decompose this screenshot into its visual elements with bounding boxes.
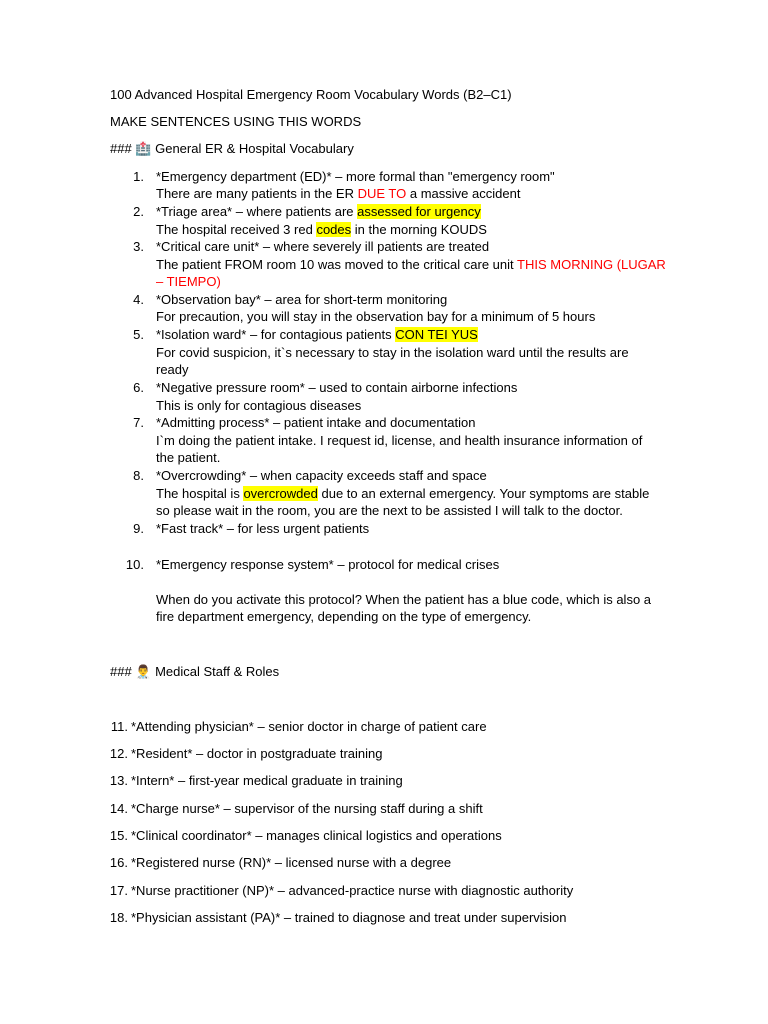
instruction-text: MAKE SENTENCES USING THIS WORDS [110,114,362,129]
item-number: 5. [133,327,144,342]
item-example-continued: so please wait in the room, you are the next to be assisted I will talk to the doctor. [156,503,623,518]
item-example: When do you activate this protocol? When the patient has a blue code, which is also a [156,592,652,607]
item-term: *Overcrowding* – when capacity exceeds staff and space [156,468,487,483]
list-item-number: 13. [109,773,128,788]
item-example: For precaution, you will stay in the observation bay for a minimum of 5 hours [156,309,596,324]
list-item: *Physician assistant (PA)* – trained to diagnose and treat under supervision [131,910,567,925]
list-item-number: 14. [109,801,128,816]
item-term: *Negative pressure room* – used to contain airborne infections [156,380,518,395]
item-example: The hospital received 3 red codes in the morning KOUDS [156,222,487,237]
list-item: *Intern* – first-year medical graduate in training [131,773,403,788]
item-term: *Emergency department (ED)* – more formal than "emergency room" [156,169,555,184]
list-item-number: 12. [109,746,128,761]
item-term: *Critical care unit* – where severely ill patients are treated [156,239,490,254]
list-item-number: 18. [109,910,128,925]
item-number: 10. [125,557,144,572]
item-example-continued: the patient. [156,450,221,465]
item-term: *Isolation ward* – for contagious patients CON TEI YUS [156,327,478,342]
item-number: 7. [133,415,144,430]
item-example-continued: – TIEMPO) [156,274,221,289]
list-item: *Attending physician* – senior doctor in charge of patient care [131,719,487,734]
red-text: DUE TO [357,186,407,201]
section-heading-staff: ### 👨‍⚕️ Medical Staff & Roles [110,664,280,679]
item-term: *Emergency response system* – protocol for medical crises [156,557,500,572]
item-term: *Fast track* – for less urgent patients [156,521,370,536]
item-term: *Observation bay* – area for short-term monitoring [156,292,448,307]
highlighted-text: assessed for urgency [357,204,481,219]
item-example: The hospital is overcrowded due to an external emergency. Your symptoms are stable [156,486,650,501]
list-item-number: 11. [110,719,128,734]
item-number: 6. [133,380,144,395]
list-item: *Resident* – doctor in postgraduate training [131,746,383,761]
list-item: *Nurse practitioner (NP)* – advanced-practice nurse with diagnostic authority [131,883,574,898]
highlighted-text: codes [316,222,352,237]
red-text: THIS MORNING (LUGAR [517,257,666,272]
list-item-number: 17. [109,883,128,898]
list-item: *Charge nurse* – supervisor of the nursing staff during a shift [131,801,483,816]
list-item-number: 16. [109,855,128,870]
item-example: This is only for contagious diseases [156,398,362,413]
section-heading-general: ### 🏥 General ER & Hospital Vocabulary [110,141,354,156]
item-example-continued: fire department emergency, depending on the type of emergency. [156,609,532,624]
item-number: 9. [133,521,144,536]
list-item: *Registered nurse (RN)* – licensed nurse with a degree [131,855,452,870]
item-number: 1. [133,169,144,184]
item-number: 2. [133,204,144,219]
item-number: 4. [133,292,144,307]
item-example: There are many patients in the ER DUE TO a massive accident [156,186,521,201]
list-item-number: 15. [109,828,128,843]
highlighted-text: CON TEI YUS [395,327,478,342]
item-example: The patient FROM room 10 was moved to the critical care unit THIS MORNING (LUGAR [156,257,666,272]
highlighted-text: overcrowded [243,486,318,501]
item-number: 3. [133,239,144,254]
item-number: 8. [133,468,144,483]
item-term: *Admitting process* – patient intake and documentation [156,415,476,430]
list-item: *Clinical coordinator* – manages clinical logistics and operations [131,828,502,843]
document-title: 100 Advanced Hospital Emergency Room Vocabulary Words (B2–C1) [110,87,512,102]
item-example: I`m doing the patient intake. I request id, license, and health insurance information of [156,433,643,448]
item-term: *Triage area* – where patients are assessed for urgency [156,204,481,219]
item-example: For covid suspicion, it`s necessary to stay in the isolation ward until the results are [156,345,629,360]
item-example-continued: ready [156,362,189,377]
